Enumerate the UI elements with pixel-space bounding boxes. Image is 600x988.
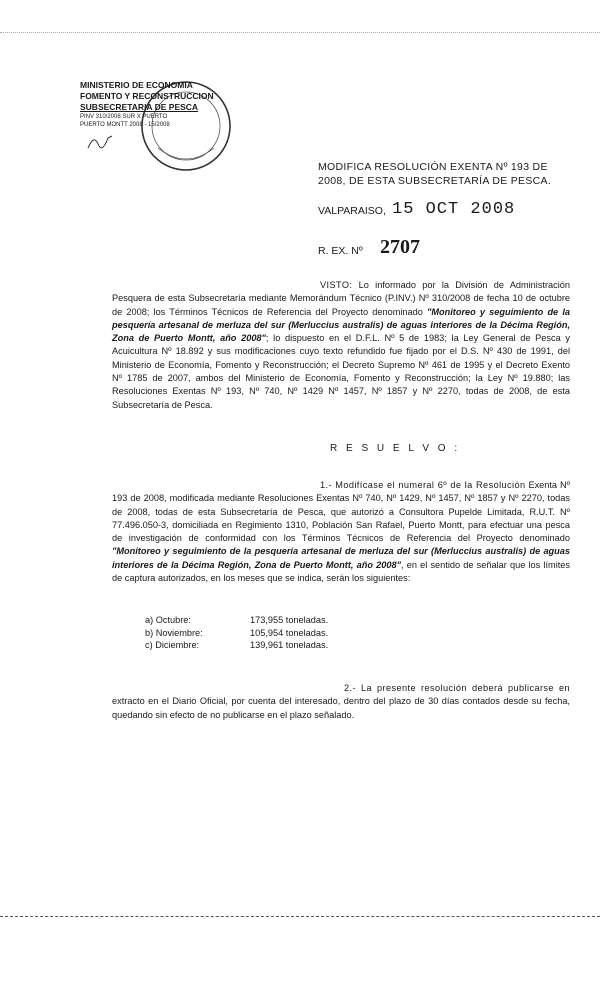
item-1-paragraph [112,479,570,585]
visto-text-b: ; lo dispuesto en el D.F.L. Nº 5 de 1983; la Ley General de Pesca y Acuicultura Nº 18.892 y sus modificaciones cuyo texto refundido fue fijado por el D.S. Nº 430 de 1991, del Ministerio de Economía, Fomento y Reconstrucción; el Decreto Supremo Nº 461 de 1995 y el Decreto Exento Nº 1785 de 2007, ambos del Ministerio de Economía, Fomento y Reconstrucción; la Ley Nº 19.880; las Resoluciones Exentas Nº 193, Nº 740, Nº 1429 Nº 1457, Nº 1857 y Nº 2270, todas de 2008, de esta Subsecretaría de Pesca. [112,333,570,410]
header-line-3: SUBSECRETARIA DE PESCA [80,102,199,112]
rex-label: R. EX. Nº [318,245,363,257]
place-label: VALPARAISO, [318,205,386,217]
item-1-text-a: Exenta Nº 193 de 2008, modificada mediante Resoluciones Exentas Nº 740, Nº 1429, Nº 1457, Nº 1857 y Nº 2270, todas de 2008, todas de esta Subsecretaría de Pesca, que autorizó a Consultora Pupelde Limitada, R.U.T. Nº 77.496.050-3, domiciliada en Regimiento 1310, Población San Rafael, Puerto Montt, para efectuar una pesca de investigación de conformidad con los Términos Técnicos de Referencia del Proyecto denominado [112,480,570,544]
month-value: 173,955 toneladas. [250,615,329,625]
month-value: 105,954 toneladas. [250,627,329,638]
list-item [145,639,328,652]
month-value: 139,961 toneladas. [250,640,329,650]
header-line-5: PUERTO MONTT 2008 - 15/2008 [80,122,170,128]
item-2-paragraph [112,682,570,722]
visto-text-a: Lo informado por la División de Administración Pesquera de esta Subsecretaría mediante Memorándum Técnico (P.INV.) Nº 310/2008 de fecha 10 de octubre de 2008; los Términos Técnicos de Referencia del Proyecto denominado [112,280,570,317]
signature-mark-icon [86,132,114,152]
rex-number: 2707 [380,236,420,258]
month-label: a) Octubre: [145,615,191,625]
list-item [145,614,328,627]
ministry-header [80,80,240,129]
header-line-2: FOMENTO Y RECONSTRUCCION [80,91,214,101]
item-1-project-title: "Monitoreo y seguimiento de la pesquería artesanal de merluza del sur (Merluccius australis) de aguas interiores de la Décima Región, Zona de Puerto Montt, año 2008" [112,546,570,570]
reference-title: MODIFICA RESOLUCIÓN EXENTA Nº 193 DE 2008, DE ESTA SUBSECRETARÍA DE PESCA. [318,161,552,187]
item-1-lead: 1.- Modifícase el numeral 6º de la Resolución [320,480,526,490]
scan-top-line [0,32,600,33]
item-1-text-b: , en el sentido de señalar que los límites de captura autorizados, en los meses que se indica, serán los siguientes: [112,559,570,584]
header-line-1: MINISTERIO DE ECONOMIA [80,80,193,90]
month-label: c) Diciembre: [145,640,200,650]
item-2-lead: 2.- La presente resolución deberá publicarse en [344,683,570,693]
month-label: b) Noviembre: [145,627,203,638]
visto-lead: VISTO: [320,280,353,290]
visto-paragraph [112,279,570,412]
visto-project-title: "Monitoreo y seguimiento de la pesquería artesanal de merluza del sur (Merluccius australis) de aguas interiores de la Décima Región, Zona de Puerto Montt, año 2008" [112,306,570,344]
catch-limits-list [145,614,328,652]
scan-bottom-line [0,916,600,917]
header-line-4: PINV 310/2008 SUR X PUERTO [80,114,168,120]
resuelvo-heading: R E S U E L V O : [330,443,461,454]
list-item [145,627,328,640]
item-2-text: extracto en el Diario Oficial, por cuenta del interesado, dentro del plazo de 30 días contados desde su fecha, quedando sin efecto de no publicarse en el plazo señalado. [112,696,570,720]
date-stamp: 15 OCT 2008 [392,200,516,219]
